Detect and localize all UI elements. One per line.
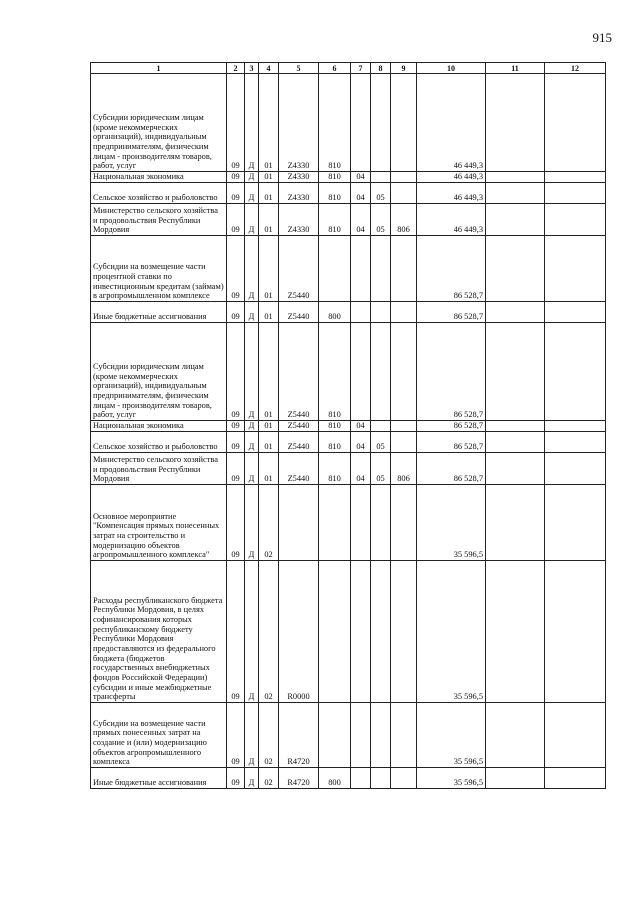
cell-code: 09 xyxy=(227,183,245,204)
cell-col11 xyxy=(486,561,545,703)
cell-target-article: R4720 xyxy=(279,768,319,789)
column-header: 6 xyxy=(319,63,351,74)
budget-table xyxy=(90,62,606,789)
cell-subsection xyxy=(371,172,391,183)
cell-col12 xyxy=(545,172,606,183)
cell-target-article: Z4330 xyxy=(279,204,319,236)
cell-subsection xyxy=(371,421,391,432)
cell-name: Национальная экономика xyxy=(91,421,227,432)
cell-name: Расходы республиканского бюджета Республики Мордовия, в целях софинансирования которых республиканскому бюджету Республики Мордовия предоставляются из федерального бюджета (бюджетов государственных внебюджетных фондов Российской Федерации) субсидии и иные межбюджетные трансферты xyxy=(91,561,227,703)
cell-amount: 46 449,3 xyxy=(417,183,486,204)
cell-section: 04 xyxy=(351,432,371,453)
cell-col11 xyxy=(486,74,545,172)
cell-ministry xyxy=(391,561,417,703)
cell-target-article: Z5440 xyxy=(279,323,319,421)
cell-ministry xyxy=(391,172,417,183)
column-header: 4 xyxy=(259,63,279,74)
cell-col11 xyxy=(486,204,545,236)
cell-code: 01 xyxy=(259,74,279,172)
cell-name: Иные бюджетные ассигнования xyxy=(91,302,227,323)
cell-name: Министерство сельского хозяйства и продовольствия Республики Мордовия xyxy=(91,204,227,236)
cell-code: 09 xyxy=(227,323,245,421)
cell-target-article: Z5440 xyxy=(279,236,319,302)
cell-target-article: R0000 xyxy=(279,561,319,703)
cell-code: 09 xyxy=(227,204,245,236)
cell-code: 09 xyxy=(227,703,245,768)
table-row xyxy=(91,183,606,204)
cell-col11 xyxy=(486,703,545,768)
cell-col12 xyxy=(545,432,606,453)
cell-code: Д xyxy=(245,74,259,172)
cell-target-article: R4720 xyxy=(279,703,319,768)
column-header: 11 xyxy=(486,63,545,74)
cell-ministry xyxy=(391,432,417,453)
column-header: 1 xyxy=(91,63,227,74)
table-row xyxy=(91,236,606,302)
cell-code: 01 xyxy=(259,172,279,183)
cell-code: 09 xyxy=(227,453,245,485)
table-row xyxy=(91,561,606,703)
cell-amount: 35 596,5 xyxy=(417,561,486,703)
cell-col11 xyxy=(486,432,545,453)
cell-expense-type: 810 xyxy=(319,323,351,421)
table-row xyxy=(91,204,606,236)
page-number: 915 xyxy=(592,30,612,45)
cell-name: Иные бюджетные ассигнования xyxy=(91,768,227,789)
column-header: 10 xyxy=(417,63,486,74)
cell-amount: 86 528,7 xyxy=(417,323,486,421)
cell-amount: 35 596,5 xyxy=(417,485,486,561)
cell-target-article: Z5440 xyxy=(279,302,319,323)
table-row xyxy=(91,703,606,768)
table-row xyxy=(91,172,606,183)
cell-ministry: 806 xyxy=(391,453,417,485)
table-row xyxy=(91,768,606,789)
cell-target-article: Z4330 xyxy=(279,74,319,172)
cell-subsection xyxy=(371,323,391,421)
cell-code: Д xyxy=(245,204,259,236)
cell-section: 04 xyxy=(351,421,371,432)
cell-name: Сельское хозяйство и рыболовство xyxy=(91,183,227,204)
cell-name: Сельское хозяйство и рыболовство xyxy=(91,432,227,453)
cell-code: 09 xyxy=(227,485,245,561)
cell-col11 xyxy=(486,453,545,485)
column-header: 2 xyxy=(227,63,245,74)
cell-code: 09 xyxy=(227,302,245,323)
cell-code: 09 xyxy=(227,172,245,183)
cell-code: Д xyxy=(245,768,259,789)
cell-name: Субсидии юридическим лицам (кроме некоммерческих организаций), индивидуальным предпринимателям, физическим лицам - производителям товаров, работ, услуг xyxy=(91,323,227,421)
cell-expense-type: 800 xyxy=(319,768,351,789)
cell-subsection xyxy=(371,485,391,561)
cell-target-article: Z4330 xyxy=(279,172,319,183)
cell-section xyxy=(351,236,371,302)
cell-section: 04 xyxy=(351,172,371,183)
cell-code: 02 xyxy=(259,485,279,561)
cell-code: 09 xyxy=(227,432,245,453)
cell-amount: 46 449,3 xyxy=(417,204,486,236)
cell-code: 01 xyxy=(259,421,279,432)
table-row xyxy=(91,302,606,323)
cell-section xyxy=(351,74,371,172)
cell-col12 xyxy=(545,703,606,768)
cell-amount: 86 528,7 xyxy=(417,432,486,453)
cell-col12 xyxy=(545,768,606,789)
cell-ministry xyxy=(391,302,417,323)
cell-code: 02 xyxy=(259,703,279,768)
cell-subsection xyxy=(371,302,391,323)
cell-col12 xyxy=(545,74,606,172)
cell-subsection: 05 xyxy=(371,432,391,453)
cell-col11 xyxy=(486,768,545,789)
cell-code: Д xyxy=(245,561,259,703)
cell-code: 09 xyxy=(227,236,245,302)
cell-code: Д xyxy=(245,172,259,183)
cell-section: 04 xyxy=(351,204,371,236)
cell-expense-type xyxy=(319,561,351,703)
cell-amount: 46 449,3 xyxy=(417,172,486,183)
cell-col11 xyxy=(486,302,545,323)
column-header: 12 xyxy=(545,63,606,74)
cell-target-article xyxy=(279,485,319,561)
cell-subsection: 05 xyxy=(371,453,391,485)
cell-code: 02 xyxy=(259,768,279,789)
cell-ministry xyxy=(391,421,417,432)
cell-code: 02 xyxy=(259,561,279,703)
cell-target-article: Z5440 xyxy=(279,432,319,453)
cell-col12 xyxy=(545,421,606,432)
cell-subsection xyxy=(371,74,391,172)
cell-ministry xyxy=(391,485,417,561)
cell-col12 xyxy=(545,302,606,323)
cell-target-article: Z5440 xyxy=(279,453,319,485)
cell-col12 xyxy=(545,204,606,236)
cell-expense-type xyxy=(319,703,351,768)
table-row xyxy=(91,453,606,485)
cell-target-article: Z5440 xyxy=(279,421,319,432)
cell-col11 xyxy=(486,485,545,561)
cell-amount: 35 596,5 xyxy=(417,768,486,789)
cell-col11 xyxy=(486,323,545,421)
cell-amount: 35 596,5 xyxy=(417,703,486,768)
cell-subsection xyxy=(371,561,391,703)
cell-ministry xyxy=(391,323,417,421)
cell-section xyxy=(351,703,371,768)
cell-code: Д xyxy=(245,703,259,768)
cell-expense-type: 810 xyxy=(319,183,351,204)
cell-section xyxy=(351,768,371,789)
cell-section xyxy=(351,561,371,703)
cell-ministry xyxy=(391,74,417,172)
cell-code: 09 xyxy=(227,421,245,432)
cell-name: Министерство сельского хозяйства и продовольствия Республики Мордовия xyxy=(91,453,227,485)
column-header: 9 xyxy=(391,63,417,74)
cell-code: Д xyxy=(245,453,259,485)
cell-subsection xyxy=(371,236,391,302)
cell-col12 xyxy=(545,323,606,421)
cell-expense-type: 810 xyxy=(319,204,351,236)
cell-code: 01 xyxy=(259,453,279,485)
cell-col12 xyxy=(545,453,606,485)
cell-ministry: 806 xyxy=(391,204,417,236)
cell-code: 01 xyxy=(259,183,279,204)
cell-col12 xyxy=(545,183,606,204)
cell-code: 01 xyxy=(259,204,279,236)
cell-col11 xyxy=(486,183,545,204)
cell-expense-type: 810 xyxy=(319,74,351,172)
cell-col11 xyxy=(486,172,545,183)
cell-amount: 86 528,7 xyxy=(417,236,486,302)
cell-code: 01 xyxy=(259,302,279,323)
table-body xyxy=(91,74,606,789)
cell-code: 09 xyxy=(227,561,245,703)
cell-subsection: 05 xyxy=(371,183,391,204)
table-row xyxy=(91,421,606,432)
cell-amount: 86 528,7 xyxy=(417,421,486,432)
cell-col11 xyxy=(486,236,545,302)
table-row xyxy=(91,432,606,453)
cell-code: Д xyxy=(245,302,259,323)
cell-code: Д xyxy=(245,323,259,421)
cell-col11 xyxy=(486,421,545,432)
cell-expense-type xyxy=(319,236,351,302)
cell-section: 04 xyxy=(351,183,371,204)
cell-col12 xyxy=(545,236,606,302)
cell-ministry xyxy=(391,183,417,204)
cell-code: 09 xyxy=(227,74,245,172)
cell-target-article: Z4330 xyxy=(279,183,319,204)
cell-section: 04 xyxy=(351,453,371,485)
cell-code: 01 xyxy=(259,236,279,302)
column-header: 8 xyxy=(371,63,391,74)
cell-code: 01 xyxy=(259,323,279,421)
cell-name: Субсидии юридическим лицам (кроме некоммерческих организаций), индивидуальным предпринимателям, физическим лицам - производителям товаров, работ, услуг xyxy=(91,74,227,172)
column-header: 7 xyxy=(351,63,371,74)
column-header: 5 xyxy=(279,63,319,74)
cell-code: Д xyxy=(245,432,259,453)
cell-expense-type: 810 xyxy=(319,172,351,183)
cell-name: Субсидии на возмещение части прямых понесенных затрат на создание и (или) модернизацию объектов агропромышленного комплекса xyxy=(91,703,227,768)
column-header: 3 xyxy=(245,63,259,74)
cell-code: Д xyxy=(245,421,259,432)
cell-subsection: 05 xyxy=(371,204,391,236)
table-row xyxy=(91,485,606,561)
cell-section xyxy=(351,485,371,561)
cell-amount: 86 528,7 xyxy=(417,453,486,485)
cell-code: Д xyxy=(245,485,259,561)
cell-expense-type: 810 xyxy=(319,432,351,453)
cell-code: Д xyxy=(245,183,259,204)
cell-name: Национальная экономика xyxy=(91,172,227,183)
cell-amount: 46 449,3 xyxy=(417,74,486,172)
cell-name: Основное мероприятие "Компенсация прямых понесенных затрат на строительство и модернизацию объектов агропромышленного комплекса" xyxy=(91,485,227,561)
cell-subsection xyxy=(371,703,391,768)
cell-subsection xyxy=(371,768,391,789)
cell-code: Д xyxy=(245,236,259,302)
cell-amount: 86 528,7 xyxy=(417,302,486,323)
table-row xyxy=(91,74,606,172)
cell-code: 01 xyxy=(259,432,279,453)
cell-expense-type xyxy=(319,485,351,561)
cell-expense-type: 810 xyxy=(319,421,351,432)
cell-expense-type: 800 xyxy=(319,302,351,323)
cell-col12 xyxy=(545,561,606,703)
cell-expense-type: 810 xyxy=(319,453,351,485)
table-row xyxy=(91,323,606,421)
cell-section xyxy=(351,323,371,421)
cell-ministry xyxy=(391,236,417,302)
cell-ministry xyxy=(391,768,417,789)
cell-code: 09 xyxy=(227,768,245,789)
header-row xyxy=(91,63,606,74)
cell-name: Субсидии на возмещение части процентной ставки по инвестиционным кредитам (займам) в агропромышленном комплексе xyxy=(91,236,227,302)
cell-section xyxy=(351,302,371,323)
cell-col12 xyxy=(545,485,606,561)
cell-ministry xyxy=(391,703,417,768)
